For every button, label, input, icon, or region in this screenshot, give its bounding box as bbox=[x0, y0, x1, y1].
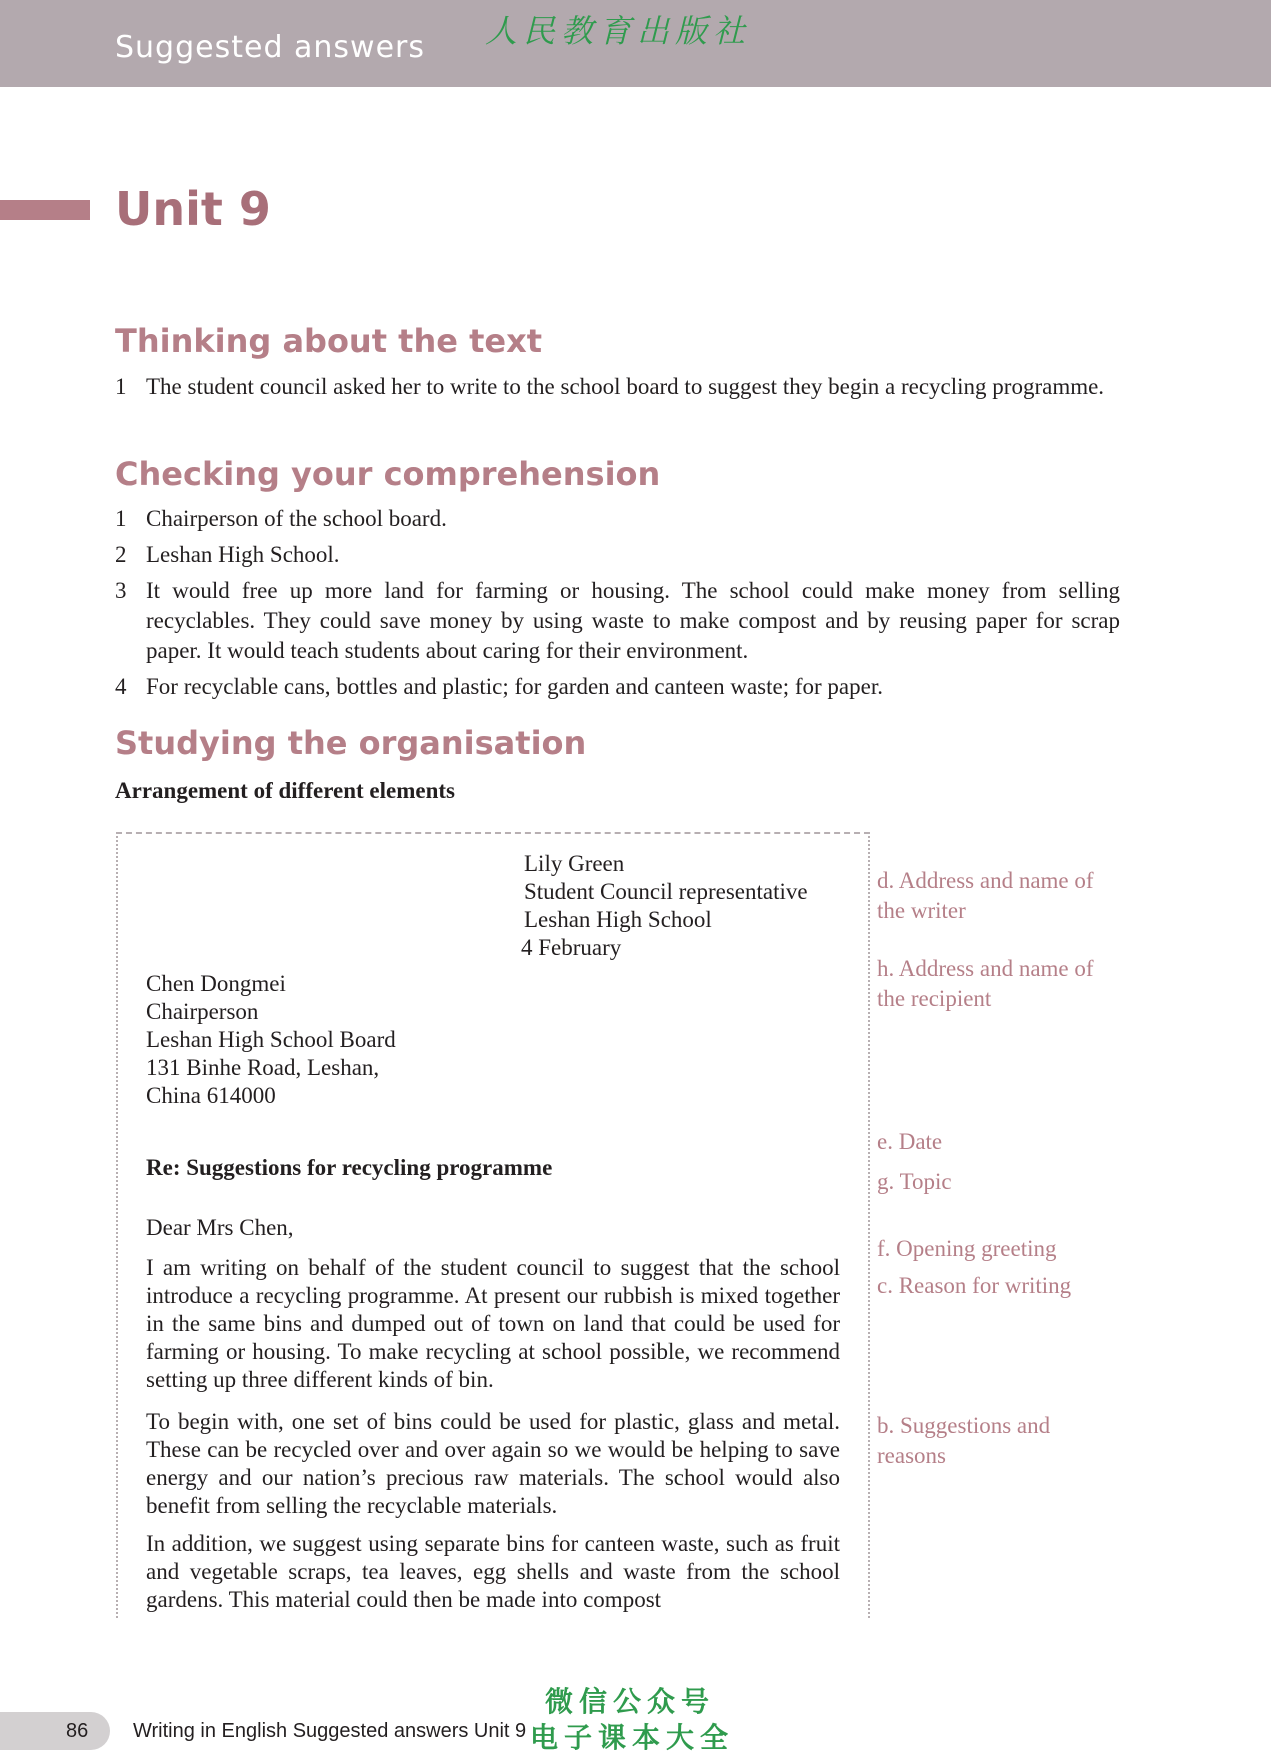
recipient-line: China 614000 bbox=[146, 1083, 276, 1108]
section-title-checking: Checking your comprehension bbox=[115, 455, 661, 493]
list-item bbox=[115, 672, 1120, 702]
unit-title: Unit 9 bbox=[115, 182, 271, 236]
recipient-line: Leshan High School Board bbox=[146, 1027, 396, 1052]
item-number: 3 bbox=[115, 578, 127, 603]
sender-line: Leshan High School bbox=[524, 907, 712, 932]
side-label-reason: c. Reason for writing bbox=[877, 1273, 1072, 1298]
section-title-studying: Studying the organisation bbox=[115, 724, 587, 762]
letter-paragraph: In addition, we suggest using separate bins for canteen waste, such as fruit and vegetable scraps, tea leaves, egg shells and waste from the school gardens. This material could then be made into compost bbox=[146, 1531, 840, 1612]
letter-paragraph: To begin with, one set of bins could be used for plastic, glass and metal. These can be recycled over and over again so we would be helping to save energy and our nation’s precious raw materials. The school would also benefit from selling the recyclable materials. bbox=[146, 1409, 840, 1518]
list-item bbox=[115, 576, 1120, 666]
list-item bbox=[115, 540, 1120, 570]
recipient-address bbox=[146, 970, 396, 1110]
header-title: Suggested answers bbox=[115, 30, 426, 65]
item-number: 2 bbox=[115, 542, 127, 567]
recipient-line: Chairperson bbox=[146, 999, 259, 1024]
item-text: Leshan High School. bbox=[146, 542, 340, 567]
page-number-tab bbox=[0, 1712, 110, 1750]
subheading: Arrangement of different elements bbox=[115, 778, 455, 803]
footer-text: Writing in English Suggested answers Unit 9 bbox=[133, 1720, 527, 1742]
side-label-date: e. Date bbox=[877, 1129, 943, 1154]
side-label-topic: g. Topic bbox=[877, 1169, 952, 1194]
publisher-logo: 人民教育出版社 bbox=[485, 12, 752, 50]
item-text: Chairperson of the school board. bbox=[146, 506, 447, 531]
side-label-writer: d. Address and name of the writer bbox=[877, 868, 1094, 923]
page-number: 86 bbox=[66, 1720, 89, 1742]
letter-greeting: Dear Mrs Chen, bbox=[146, 1215, 294, 1240]
section-title-thinking: Thinking about the text bbox=[115, 322, 542, 360]
letter-date: 4 February bbox=[521, 935, 622, 960]
wechat-watermark-line1: 微信公众号 bbox=[545, 1685, 716, 1718]
recipient-line: Chen Dongmei bbox=[146, 971, 286, 996]
item-text: It would free up more land for farming or housing. The school could make money from selling recyclables. They could save money by using waste to make compost and by reusing paper for scrap paper. It would teach students about caring for their environment. bbox=[146, 578, 1120, 663]
sender-line: Student Council representative bbox=[524, 879, 808, 904]
letter-topic: Re: Suggestions for recycling programme bbox=[146, 1155, 553, 1180]
item-number: 1 bbox=[115, 374, 127, 399]
side-label-suggestions: b. Suggestions and reasons bbox=[877, 1413, 1051, 1468]
item-number: 4 bbox=[115, 674, 127, 699]
sender-address bbox=[521, 850, 808, 962]
item-text: For recyclable cans, bottles and plastic; for garden and canteen waste; for paper. bbox=[146, 674, 883, 699]
item-number: 1 bbox=[115, 506, 127, 531]
wechat-watermark-line2: 电子课本大全 bbox=[530, 1721, 735, 1754]
side-label-greeting: f. Opening greeting bbox=[877, 1236, 1057, 1261]
sender-line: Lily Green bbox=[524, 851, 625, 876]
unit-accent-bar bbox=[0, 200, 90, 220]
list-item bbox=[115, 372, 1120, 402]
side-label-recipient: h. Address and name of the recipient bbox=[877, 956, 1094, 1011]
recipient-line: 131 Binhe Road, Leshan, bbox=[146, 1055, 380, 1080]
letter-paragraph: I am writing on behalf of the student council to suggest that the school introduce a recycling programme. At present our rubbish is mixed together in the same bins and dumped out of town on land that could be used for farming or housing. To make recycling at school possible, we recommend setting up three different kinds of bin. bbox=[146, 1255, 840, 1392]
list-item bbox=[115, 504, 1120, 534]
item-text: The student council asked her to write to the school board to suggest they begin a recycling programme. bbox=[146, 374, 1105, 399]
